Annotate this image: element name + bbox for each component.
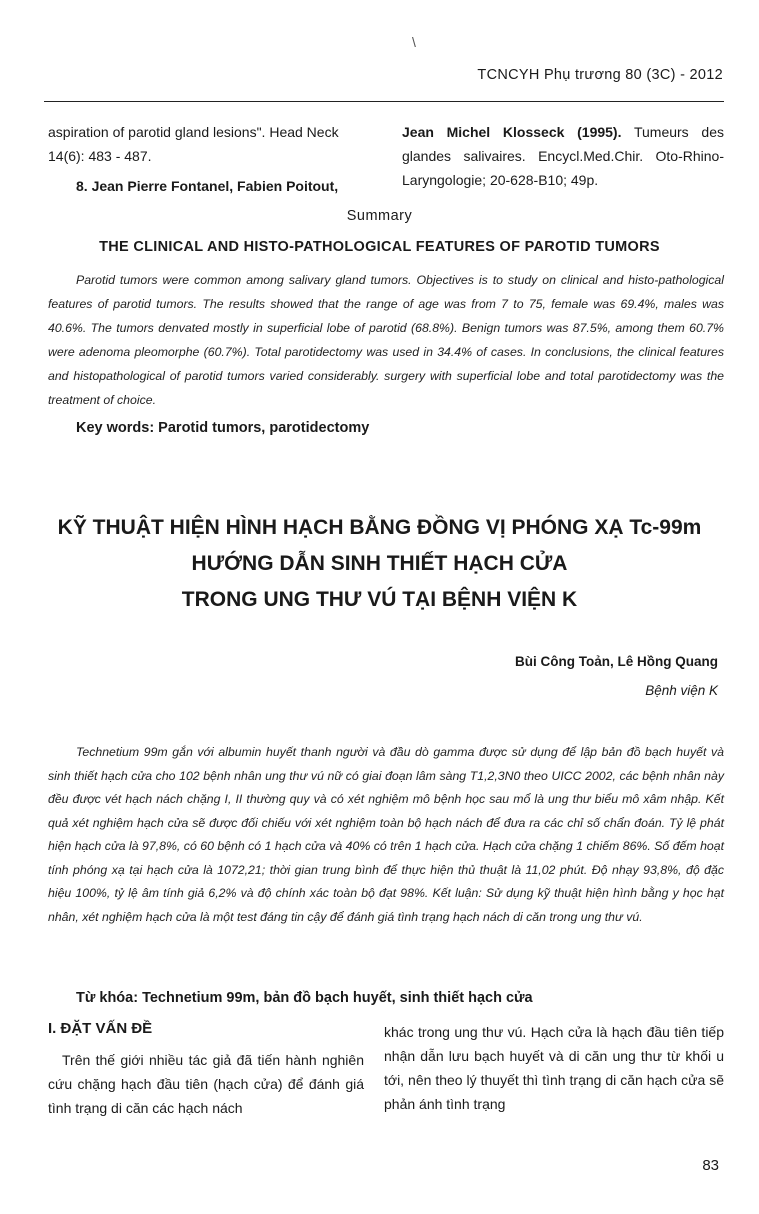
references-left-column: [48, 120, 378, 198]
article-title: [0, 510, 759, 618]
article-title-line-2: HƯỚNG DẪN SINH THIẾT HẠCH CỬA: [191, 552, 568, 575]
journal-header: TCNCYH Phụ trương 80 (3C) - 2012: [477, 67, 723, 83]
section-heading: I. ĐẶT VẤN ĐỀ: [48, 1020, 153, 1037]
page-number: 83: [702, 1157, 719, 1174]
reference-8-authors-cont: Jean Michel Klosseck (1995).: [402, 124, 622, 140]
article-title-line-3: TRONG UNG THƯ VÚ TẠI BỆNH VIỆN K: [181, 588, 578, 611]
reference-8-authors: 8. Jean Pierre Fontanel, Fabien Poitout,: [76, 178, 339, 194]
scan-mark: \: [412, 34, 416, 50]
body-text-right: khác trong ung thư vú. Hạch cửa là hạch đầu tiên tiếp nhận dẫn lưu bạch huyết và di căn ung thư từ khối u tới, nên theo lý thuyết thì tình trạng di căn hạch cửa sẽ phản ánh tình trạng: [384, 1024, 724, 1112]
references-right-column: [402, 120, 724, 192]
article-title-line-1: KỸ THUẬT HIỆN HÌNH HẠCH BẰNG ĐỒNG VỊ PHÓNG XẠ Tc-99m: [57, 516, 702, 539]
summary-title: THE CLINICAL AND HISTO-PATHOLOGICAL FEATURES OF PAROTID TUMORS: [99, 239, 660, 255]
vietnamese-abstract: Technetium 99m gắn với albumin huyết thanh người và đầu dò gamma được sử dụng để lập bản đồ bạch huyết và sinh thiết hạch cửa cho 102 bệnh nhân ung thư vú nữ có giai đoạn lâm sàng T1,2,3N0 theo UICC 2002, các bệnh nhân này đều được vét hạch nách chặng I, II thường quy và có xét nghiệm mô bệnh học sau mổ là ung thư biểu mô xâm nhập. Kết quả xét nghiệm hạch cửa sẽ được đối chiếu với xét nghiệm toàn bộ hạch nách để đưa ra các chỉ số chẩn đoán. Tỷ lệ phát hiện hạch cửa là 97,8%, có 60 bệnh có 1 hạch cửa và 40% có trên 1 hạch cửa. Hạch cửa chặng 1 chiếm 86%. Số đếm hoạt tính phóng xạ tại hạch cửa là 1072,21; thời gian trung bình để thực hiện thủ thuật là 11,02 phút. Độ nhạy 93,8%, độ đặc hiệu 100%, tỷ lệ âm tính giả 6,2% và độ chính xác toàn bộ đạt 98%. Kết luận: Sử dụng kỹ thuật hiện hình bằng y học hạt nhân, xét nghiệm hạch cửa là một test đáng tin cậy để đánh giá tình trạng hạch nách di căn trong ung thư vú.: [48, 745, 724, 924]
article-affiliation: Bệnh viện K: [645, 683, 718, 698]
english-abstract: Parotid tumors were common among salivary gland tumors. Objectives is to study on clinical and histo-pathological features of parotid tumors. The results showed that the range of age was from 7 to 75, female was 69.4%, males was 40.6%. The tumors denvated mostly in superficial lobe of parotid (68.8%). Benign tumors was 87.5%, among them 60.7% were adenoma pleomorphe (60.7%). Total parotidectomy was used in 34.4% of cases. In conclusions, the clinical features and histopathological of parotid tumors varied considerably. surgery with superficial lobe and total parotidectomy was the treatment of choice.: [48, 273, 724, 407]
article-authors: Bùi Công Toản, Lê Hồng Quang: [515, 654, 718, 669]
vietnamese-keywords: Từ khóa: Technetium 99m, bản đồ bạch huyết, sinh thiết hạch cửa: [76, 990, 533, 1006]
summary-heading: Summary: [346, 208, 413, 224]
english-keywords: Key words: Parotid tumors, parotidectomy: [76, 420, 370, 436]
reference-8-text: Tumeurs des glandes salivaires. Encycl.Med.Chir. Oto-Rhino-Laryngologie; 20-628-B10; 49p.: [402, 124, 724, 188]
reference-continuation: aspiration of parotid gland lesions". Head Neck 14(6): 483 - 487.: [48, 124, 339, 164]
body-text-left: Trên thế giới nhiều tác giả đã tiến hành nghiên cứu chặng hạch đầu tiên (hạch cửa) để đánh giá tình trạng di căn các hạch nách: [48, 1052, 364, 1116]
header-rule: [44, 101, 724, 102]
